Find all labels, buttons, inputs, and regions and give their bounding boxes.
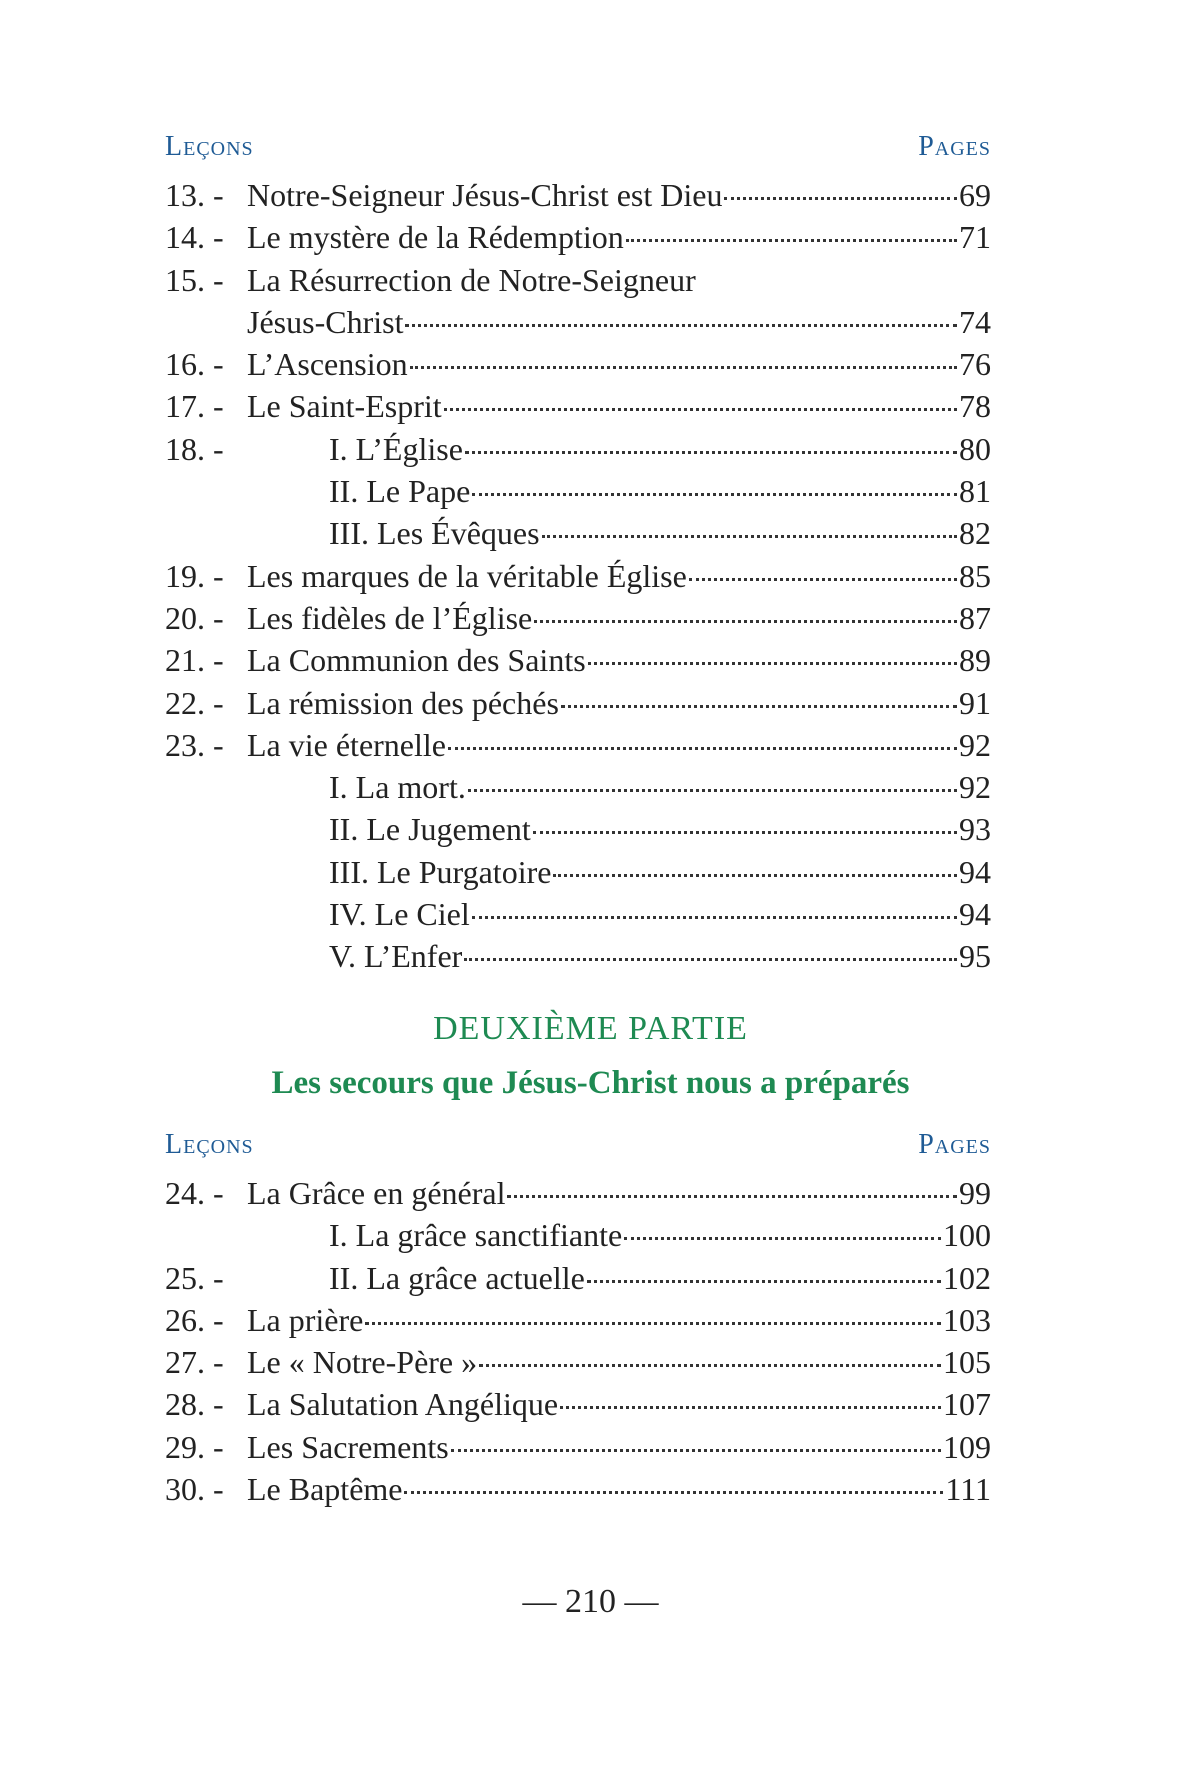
toc-entry (165, 1468, 991, 1510)
part-subtitle: Les secours que Jésus-Christ nous a préparés (271, 1065, 910, 1101)
page-reference: 78 (959, 388, 991, 425)
lesson-title: La rémission des péchés (247, 684, 559, 721)
dot-leader (365, 1321, 941, 1325)
lesson-title: I. La mort. (329, 769, 466, 806)
toc-entry (165, 1257, 991, 1299)
dot-leader (624, 1236, 941, 1240)
page-reference: 92 (959, 769, 991, 806)
pages-column-label: Pages (918, 1129, 991, 1160)
lesson-title: Notre-Seigneur Jésus-Christ est Dieu (247, 177, 723, 213)
lessons-column-label: Leçons (165, 131, 254, 162)
lesson-title: Le Baptême (247, 1471, 403, 1508)
page-reference: 105 (943, 1344, 991, 1381)
page-number: — 210 — (522, 1583, 659, 1620)
page-reference: 91 (959, 684, 991, 721)
dot-leader (472, 492, 957, 496)
page-reference: 95 (959, 938, 991, 975)
page-reference: 82 (959, 515, 991, 552)
lesson-title: La vie éternelle (247, 726, 446, 763)
lesson-title: II. La grâce actuelle (329, 1259, 585, 1296)
toc-entry (165, 639, 991, 681)
lesson-title: Le « Notre-Père » (247, 1344, 478, 1381)
lesson-number: 27. - (165, 1344, 224, 1381)
lesson-title: Les marques de la véritable Église (247, 557, 687, 594)
lesson-title: Le mystère de la Rédemption (247, 219, 624, 256)
lesson-title: II. Le Jugement (329, 811, 531, 848)
page-reference: 93 (959, 811, 991, 848)
lesson-title: La Communion des Saints (247, 642, 586, 679)
dot-leader (534, 619, 957, 623)
toc-entry (165, 766, 991, 808)
dot-leader (444, 407, 957, 411)
dot-leader (689, 577, 957, 581)
lesson-number: 17. - (165, 388, 224, 425)
page-reference: 100 (943, 1217, 991, 1254)
toc-entry (165, 512, 991, 554)
dot-leader (410, 365, 957, 369)
toc-entry (165, 724, 991, 766)
lesson-number: 23. - (165, 726, 224, 763)
dot-leader (464, 957, 957, 961)
lesson-title: Le Saint-Esprit (247, 388, 442, 425)
toc-entry (165, 174, 991, 216)
toc-entry (165, 597, 991, 639)
lesson-title: III. Le Purgatoire (329, 853, 552, 890)
lesson-number: 29. - (165, 1428, 224, 1465)
dot-leader (560, 1405, 941, 1409)
toc-entry (165, 1214, 991, 1256)
lessons-column-label: Leçons (165, 1129, 254, 1160)
dot-leader (533, 830, 957, 834)
dot-leader (626, 238, 957, 242)
lesson-title: II. Le Pape (329, 473, 471, 510)
pages-column-label: Pages (918, 131, 991, 162)
part-heading: DEUXIÈME PARTIE (433, 1010, 748, 1047)
toc-entry (165, 935, 991, 977)
page-reference: 87 (959, 599, 991, 636)
lesson-title: Jésus-Christ (247, 303, 404, 340)
toc-entry (165, 428, 991, 470)
lesson-number: 19. - (165, 557, 224, 594)
toc-entry (165, 1341, 991, 1383)
page-reference: 89 (959, 642, 991, 679)
toc-list-part-1 (165, 174, 991, 978)
lesson-title: I. L’Église (329, 430, 463, 467)
lesson-title: L’Ascension (247, 346, 408, 383)
page-reference: 85 (959, 557, 991, 594)
lesson-number: 25. - (165, 1259, 224, 1296)
page-reference: 76 (959, 346, 991, 383)
lesson-number: 20. - (165, 599, 224, 636)
toc-entry (165, 385, 991, 427)
dot-leader (472, 915, 957, 919)
dot-leader (404, 1490, 943, 1494)
page-reference: 111 (945, 1471, 991, 1508)
page-reference: 109 (943, 1428, 991, 1465)
lesson-title: La Salutation Angélique (247, 1386, 559, 1423)
lesson-number: 14. - (165, 219, 224, 256)
toc-entry (165, 1172, 991, 1214)
lesson-title: I. La grâce sanctifiante (329, 1217, 623, 1254)
dot-leader (479, 1363, 941, 1367)
dot-leader (588, 661, 957, 665)
dot-leader (451, 1448, 941, 1452)
page-reference: 94 (959, 896, 991, 933)
page-reference: 74 (959, 303, 991, 340)
lesson-number: 18. - (165, 430, 224, 467)
toc-entry (165, 1426, 991, 1468)
lesson-title: Les Sacrements (247, 1428, 449, 1465)
lesson-title: La Grâce en général (247, 1175, 506, 1211)
lesson-number: 30. - (165, 1471, 224, 1508)
toc-entry (165, 555, 991, 597)
dot-leader (587, 1279, 941, 1283)
dot-leader (448, 746, 957, 750)
page-reference: 69 (959, 177, 991, 213)
dot-leader (542, 534, 957, 538)
toc-entry (165, 808, 991, 850)
lesson-number: 28. - (165, 1386, 224, 1423)
dot-leader (465, 450, 957, 454)
lesson-number: 15. - (165, 261, 224, 298)
page-reference: 103 (943, 1301, 991, 1338)
toc-entry (165, 343, 991, 385)
lesson-title: Les fidèles de l’Église (247, 599, 533, 636)
dot-leader (468, 788, 957, 792)
lesson-number: 26. - (165, 1301, 224, 1338)
lesson-number: 24. - (165, 1175, 224, 1211)
lesson-number: 22. - (165, 684, 224, 721)
toc-header-2 (165, 1119, 991, 1161)
page-reference: 92 (959, 726, 991, 763)
toc-header (165, 121, 991, 163)
page-reference: 102 (943, 1259, 991, 1296)
toc-entry (165, 216, 991, 258)
lesson-number: 21. - (165, 642, 224, 679)
lesson-title: V. L’Enfer (329, 938, 463, 975)
toc-entry (165, 682, 991, 724)
dot-leader (724, 196, 957, 200)
toc-entry (165, 893, 991, 935)
page-reference: 80 (959, 430, 991, 467)
lesson-title: La Résurrection de Notre-Seigneur (247, 261, 696, 298)
page-reference: 107 (943, 1386, 991, 1423)
lesson-title: III. Les Évêques (329, 515, 540, 552)
lesson-number: 13. - (165, 177, 224, 213)
lesson-title: La prière (247, 1301, 364, 1338)
page-reference: 71 (959, 219, 991, 256)
toc-entry (165, 1299, 991, 1341)
toc-entry (165, 259, 991, 301)
dot-leader (507, 1194, 957, 1198)
page-reference: 99 (959, 1175, 991, 1211)
toc-entry (165, 851, 991, 893)
lesson-number: 16. - (165, 346, 224, 383)
toc-list-part-2 (165, 1172, 991, 1510)
dot-leader (405, 323, 957, 327)
dot-leader (561, 704, 957, 708)
dot-leader (553, 873, 957, 877)
page-reference: 94 (959, 853, 991, 890)
page-reference: 81 (959, 473, 991, 510)
toc-entry (165, 470, 991, 512)
toc-entry (165, 1383, 991, 1425)
toc-entry (165, 301, 991, 343)
lesson-title: IV. Le Ciel (329, 896, 470, 933)
